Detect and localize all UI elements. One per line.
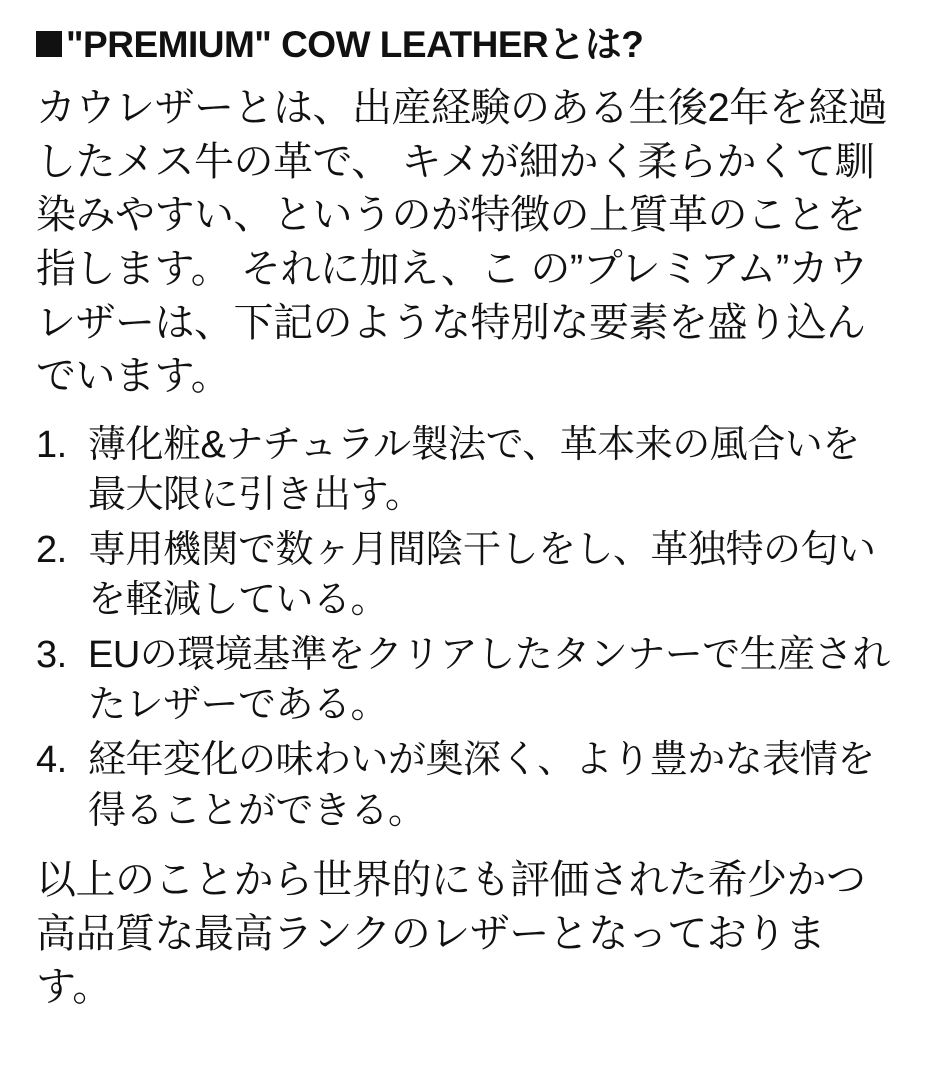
page-title xyxy=(36,22,896,68)
black-square-bullet-icon xyxy=(36,31,62,57)
list-item xyxy=(36,525,896,626)
feature-list xyxy=(36,420,896,836)
list-item-text: 経年変化の味わいが奥深く、より豊かな表情を得ることができる。 xyxy=(88,739,875,832)
page-title-text: "PREMIUM" COW LEATHERとは? xyxy=(66,24,644,65)
closing-paragraph: 以上のことから世界的にも評価された希少かつ高品質な最高ランクのレザーとなっております。 xyxy=(36,858,866,1010)
intro-paragraph: カウレザーとは、出産経験のある生後2年を経過したメス牛の革で、 キメが細かく柔らかくて馴染みやすい、というのが特徴の上質革のことを指します。 それに加え、こ の”プレミアム”カウレザーは、下記のような特別な要素を盛り込んでいます。 xyxy=(36,86,888,399)
list-item-text: EUの環境基準をクリアしたタンナーで生産されたレザーである。 xyxy=(88,633,890,727)
list-item-text: 専用機関で数ヶ月間陰干しをし、革独特の匂いを軽減している。 xyxy=(88,528,876,622)
list-item-number: 4. xyxy=(36,739,67,781)
list-item-number: 2. xyxy=(36,528,67,571)
list-item xyxy=(36,735,896,836)
list-item xyxy=(36,630,896,731)
list-item-number: 3. xyxy=(36,633,67,676)
list-item xyxy=(36,420,896,521)
list-item-text: 薄化粧&ナチュラル製法で、革本来の風合いを最大限に引き出す。 xyxy=(88,423,860,517)
list-item-number: 1. xyxy=(36,423,67,466)
